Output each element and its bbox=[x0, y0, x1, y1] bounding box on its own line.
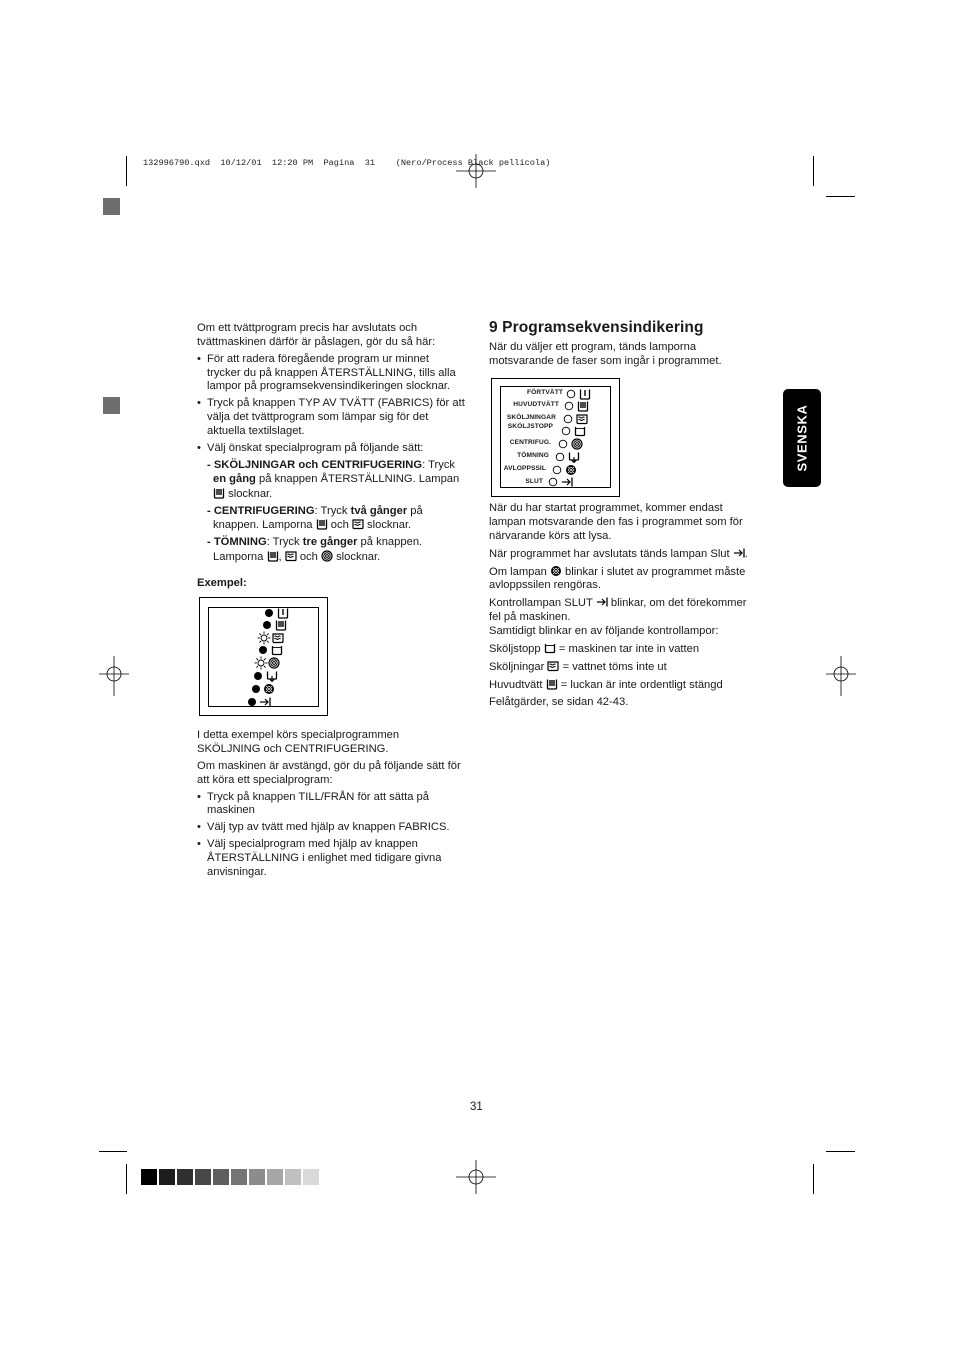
color-swatch bbox=[159, 1169, 175, 1185]
special-drain bbox=[197, 536, 465, 565]
lamp-on bbox=[253, 671, 263, 681]
panel-label: HUVUDTVÄTT bbox=[513, 401, 559, 408]
main-wash-icon bbox=[577, 400, 589, 412]
end-icon bbox=[259, 696, 271, 708]
end-icon bbox=[561, 476, 573, 488]
color-swatch bbox=[249, 1169, 265, 1185]
error-text-part: Kontrollampan SLUT bbox=[489, 597, 596, 610]
crop-mark bbox=[813, 156, 814, 186]
list-item: • Välj önskat specialprogram på följande sätt: bbox=[197, 441, 424, 454]
sub-emphasis: två gånger bbox=[350, 504, 408, 517]
lamp-on bbox=[258, 645, 268, 655]
error-line-part: Huvudtvätt bbox=[489, 678, 546, 691]
list-item-text: Tryck på knappen TYP AV TVÄTT (FABRICS) för att välja det tvättprogram som lämpar sig för det aktuella textilslaget. bbox=[207, 397, 465, 437]
main-wash-icon bbox=[316, 518, 328, 530]
sub-text: slocknar. bbox=[363, 519, 412, 532]
end-text bbox=[489, 547, 761, 562]
powered-off-intro: Om maskinen är avstängd, gör du på följande sätt för att köra ett specialprogram: bbox=[197, 759, 461, 786]
panel-label: AVLOPPSSIL bbox=[503, 465, 546, 472]
error-line-part: = luckan är inte ordentligt stängd bbox=[557, 678, 723, 691]
rinse-icon bbox=[285, 550, 297, 562]
lamp-on bbox=[262, 620, 272, 630]
sub-text: slocknar. bbox=[332, 551, 381, 564]
rinse-icon bbox=[272, 632, 284, 644]
color-swatch bbox=[195, 1169, 211, 1185]
color-swatch bbox=[267, 1169, 283, 1185]
filter-icon bbox=[550, 565, 562, 577]
list-item-text: Tryck på knappen TILL/FRÅN för att sätta på maskinen bbox=[207, 790, 429, 817]
sub-text: och bbox=[327, 519, 352, 532]
list-item-text: Välj önskat specialprogram på följande sätt: bbox=[207, 441, 424, 454]
panel-label: SKÖLJSTOPP bbox=[507, 423, 553, 430]
sub-text: på knappen. Lamporna bbox=[213, 536, 423, 564]
rinse-icon bbox=[576, 413, 588, 425]
printer-slug: 132996790.qxd 10/12/01 12:20 PM Pagina 31 (Nero/Process Black pellicola) bbox=[143, 158, 551, 168]
list-item-text: Välj specialprogram med hjälp av knappen ÅTERSTÄLLNING i enlighet med tidigare givna anvisningar. bbox=[207, 838, 442, 878]
lamp-on bbox=[247, 697, 257, 707]
rinse-stop-icon bbox=[544, 642, 556, 654]
color-swatch bbox=[141, 1169, 157, 1185]
panel-label: TÖMNING bbox=[517, 452, 549, 459]
error-line-part: = vattnet töms inte ut bbox=[559, 660, 667, 673]
sub-title: - SKÖLJNINGAR och CENTRIFUGERING bbox=[207, 458, 423, 471]
filter-icon bbox=[565, 464, 577, 476]
steps-list-2 bbox=[197, 791, 465, 880]
list-item: • Tryck på knappen TYP AV TVÄTT (FABRICS) för att välja det tvättprogram som lämpar sig för det aktuella textilslaget. bbox=[197, 397, 465, 437]
color-swatch bbox=[303, 1169, 319, 1185]
lamp-blinking bbox=[257, 631, 271, 645]
list-item: • För att radera föregående program ur minnet trycker du på knappen ÅTERSTÄLLNING, tills alla lampor på programsekvensindikeringen slocknar. bbox=[197, 352, 456, 393]
drain-icon bbox=[568, 451, 580, 463]
rinse-stop-icon bbox=[271, 644, 283, 656]
sub-text: och bbox=[296, 551, 321, 564]
list-item-text: För att radera föregående program ur minnet trycker du på knappen ÅTERSTÄLLNING, tills alla lampor på programsekvensindikeringen slocknar. bbox=[207, 352, 456, 393]
crop-mark bbox=[813, 1164, 814, 1194]
registration-mark bbox=[99, 656, 129, 696]
lamp-off bbox=[564, 401, 574, 411]
crop-mark bbox=[126, 1164, 127, 1194]
intro-text: Om ett tvättprogram precis har avslutats och tvättmaskinen därför är påslagen, gör du så här: bbox=[197, 322, 436, 348]
main-wash-icon bbox=[275, 619, 287, 631]
special-spin bbox=[197, 505, 465, 534]
gray-marker bbox=[103, 198, 120, 215]
list-item-text: Välj typ av tvätt med hjälp av knappen FABRICS. bbox=[207, 821, 450, 834]
lamp-off bbox=[561, 426, 571, 436]
main-wash-icon bbox=[546, 678, 558, 690]
color-swatch bbox=[177, 1169, 193, 1185]
left-column-lower bbox=[197, 729, 465, 883]
sub-title: - CENTRIFUGERING bbox=[207, 504, 315, 517]
language-tab bbox=[783, 389, 821, 487]
error-main-wash bbox=[489, 678, 761, 693]
filter-text-part: Om lampan bbox=[489, 565, 550, 578]
filter-text-part: blinkar i slutet av programmet måste avloppssilen rengöras. bbox=[489, 565, 746, 592]
error-text bbox=[489, 596, 761, 625]
crop-mark bbox=[826, 196, 855, 197]
main-wash-icon bbox=[267, 550, 279, 562]
sub-text: på knappen. Lamporna bbox=[213, 504, 423, 532]
spin-icon bbox=[268, 657, 280, 669]
list-item: • Välj typ av tvätt med hjälp av knappen FABRICS. bbox=[197, 821, 450, 834]
error-rinse bbox=[489, 660, 761, 675]
end-icon bbox=[596, 596, 608, 608]
sub-text: slocknar. bbox=[225, 487, 273, 500]
spin-icon bbox=[321, 550, 333, 562]
end-text-part: När programmet har avslutats tänds lampan Slut bbox=[489, 547, 733, 560]
drain-icon bbox=[266, 670, 278, 682]
lamp-on bbox=[264, 608, 274, 618]
error-line-part: Sköljningar bbox=[489, 660, 548, 673]
filter-text bbox=[489, 565, 761, 594]
rinse-icon bbox=[352, 518, 364, 530]
lamp-off bbox=[555, 452, 565, 462]
lamp-blinking bbox=[254, 656, 268, 670]
sub-title: - TÖMNING bbox=[207, 536, 267, 549]
color-swatch bbox=[285, 1169, 301, 1185]
sub-text: : Tryck bbox=[314, 504, 351, 517]
example-description: I detta exempel körs specialprogrammen SKÖLJNING och CENTRIFUGERING. bbox=[197, 729, 400, 755]
steps-list bbox=[197, 353, 465, 456]
lamp-off bbox=[548, 477, 558, 487]
crop-mark bbox=[826, 1151, 855, 1152]
error-line-part: Sköljstopp bbox=[489, 642, 544, 655]
lamp-off bbox=[552, 465, 562, 475]
end-icon bbox=[733, 547, 745, 559]
page-number: 31 bbox=[470, 1101, 483, 1113]
crop-mark bbox=[99, 1151, 127, 1152]
spin-icon bbox=[571, 438, 583, 450]
lamp-off bbox=[558, 439, 568, 449]
language-tab-label: SVENSKA bbox=[794, 404, 810, 472]
troubleshooting-ref: Felåtgärder, se sidan 42-43. bbox=[489, 695, 629, 708]
color-swatch bbox=[231, 1169, 247, 1185]
panel-label: CENTRIFUG. bbox=[509, 439, 551, 446]
section-heading: 9 Programsekvensindikering bbox=[489, 319, 704, 336]
list-item: • Tryck på knappen TILL/FRÅN för att sätta på maskinen bbox=[197, 790, 429, 817]
lamp-off bbox=[566, 389, 576, 399]
panel-label: FÖRTVÄTT bbox=[527, 389, 563, 396]
sequence-panel bbox=[491, 378, 620, 497]
sub-text: på knappen ÅTERSTÄLLNING. Lampan bbox=[255, 472, 460, 485]
error-rinse-stop bbox=[489, 642, 761, 657]
sub-text: : Tryck bbox=[422, 458, 456, 471]
intro-text: När du väljer ett program, tänds lamporna motsvarande de faser som ingår i programmet. bbox=[489, 340, 722, 367]
end-text-part: . bbox=[744, 547, 748, 560]
main-wash-icon bbox=[213, 487, 225, 499]
running-text: När du har startat programmet, kommer endast lampan motsvarande den fas i programmet som för närvarande körs att lysa. bbox=[489, 502, 743, 542]
panel-label: SKÖLJNINGAR bbox=[506, 414, 556, 421]
right-column bbox=[489, 321, 761, 372]
left-column bbox=[197, 322, 465, 594]
rinse-icon bbox=[547, 660, 559, 672]
sub-emphasis: en gång bbox=[213, 472, 256, 485]
panel-label: SLUT bbox=[525, 478, 543, 485]
right-column-lower bbox=[489, 502, 761, 713]
lamp-on bbox=[251, 684, 261, 694]
color-swatch bbox=[213, 1169, 229, 1185]
rinse-stop-icon bbox=[574, 425, 586, 437]
error-line-part: = maskinen tar inte in vatten bbox=[555, 642, 700, 655]
error-lamps-intro: Samtidigt blinkar en av följande kontrollampor: bbox=[489, 624, 719, 637]
lamp-off bbox=[563, 414, 573, 424]
list-item: • Välj specialprogram med hjälp av knappen ÅTERSTÄLLNING i enlighet med tidigare givna anvisningar. bbox=[197, 838, 442, 878]
error-text-part: blinkar, om det förekommer fel på maskinen. bbox=[489, 597, 747, 624]
registration-mark bbox=[456, 154, 496, 188]
gray-marker bbox=[103, 397, 120, 414]
sub-text: : Tryck bbox=[266, 536, 303, 549]
example-label: Exempel: bbox=[197, 576, 247, 589]
filter-icon bbox=[263, 683, 275, 695]
sub-emphasis: tre gånger bbox=[302, 536, 358, 549]
sub-text: , bbox=[278, 551, 285, 564]
crop-mark bbox=[126, 156, 127, 186]
example-panel bbox=[199, 597, 328, 716]
registration-mark bbox=[456, 1160, 496, 1194]
registration-mark bbox=[826, 656, 856, 696]
pre-wash-icon bbox=[579, 388, 591, 400]
pre-wash-icon bbox=[277, 607, 289, 619]
special-rinse-spin bbox=[197, 459, 465, 501]
